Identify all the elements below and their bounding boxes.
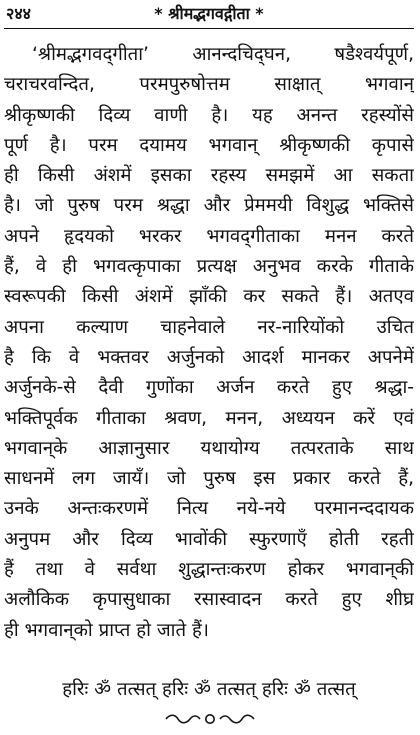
text-line: ही भगवान्‌को प्राप्त हो जाते हैं। [4, 619, 209, 641]
text-line: ही किसी अंशमें इसका रहस्य समझमें आ सकता [4, 165, 414, 187]
header-rule [4, 28, 414, 29]
text-line: भगवान्‌के आज्ञानुसार यथायोग्य तत्परताके साथ [4, 437, 414, 459]
text-line: स्वरूपकी किसी अंशमें झाँकी कर सकते हैं। अतएव [4, 286, 414, 308]
text-line: हैं, वे ही भगवत्कृपाका प्रत्यक्ष अनुभव करके गीताके [4, 256, 414, 278]
running-title: * श्रीमद्भगवद्गीता * [154, 4, 264, 23]
page-header [4, 2, 414, 28]
text-line: चराचरवन्दित, परमपुरुषोत्तम साक्षात् भगवान् [4, 74, 414, 96]
page-number: २४४ [6, 4, 31, 23]
text-line: अपने हृदयको भरकर भगवद्‌गीताका मनन करते [4, 225, 414, 247]
body-paragraph [4, 40, 414, 646]
text-line: है कि वे भक्तवर अर्जुनको आदर्श मानकर अपनेमें [4, 346, 414, 368]
text-line: पूर्ण है। परम दयामय भगवान् श्रीकृष्णकी कृपासे [4, 134, 414, 156]
text-line: साधनमें लग जायँ। जो पुरुष इस प्रकार करते हैं, [4, 468, 414, 490]
text-line: अपना कल्याण चाहनेवाले नर-नारियोंको उचित [4, 316, 414, 338]
text-line: अर्जुनके-से दैवी गुणोंका अर्जन करते हुए श्रद्धा- [4, 377, 414, 399]
text-line: श्रीकृष्णकी दिव्य वाणी है। यह अनन्त रहस्योंसे [4, 104, 414, 126]
text-line: हैं तथा वे सर्वथा शुद्धान्तःकरण होकर भगवान्‌की [4, 559, 414, 581]
text-line: अनुपम और दिव्य भावोंकी स्फुरणाएँ होती रहती [4, 528, 414, 550]
text-line: है। जो पुरुष परम श्रद्धा और प्रेममयी विशुद्ध भक्तिसे [4, 195, 414, 217]
text-line: भक्तिपूर्वक गीताका श्रवण, मनन, अध्ययन करें एवं [4, 407, 414, 429]
text-line: उनके अन्तःकरणमें नित्य नये-नये परमानन्ददायक [4, 498, 414, 520]
decorative-swirl-divider-icon [160, 710, 260, 728]
closing-mantra: हरिः ॐ तत्सत् हरिः ॐ तत्सत् हरिः ॐ तत्सत् [62, 679, 356, 700]
text-line: अलौकिक कृपासुधाका रसास्वादन करते हुए शीघ्र [4, 589, 414, 611]
text-line: ‘श्रीमद्भगवद्‌गीता’ आनन्दचिद्‌घन, षडैश्वर्यपूर्ण, [32, 44, 414, 65]
